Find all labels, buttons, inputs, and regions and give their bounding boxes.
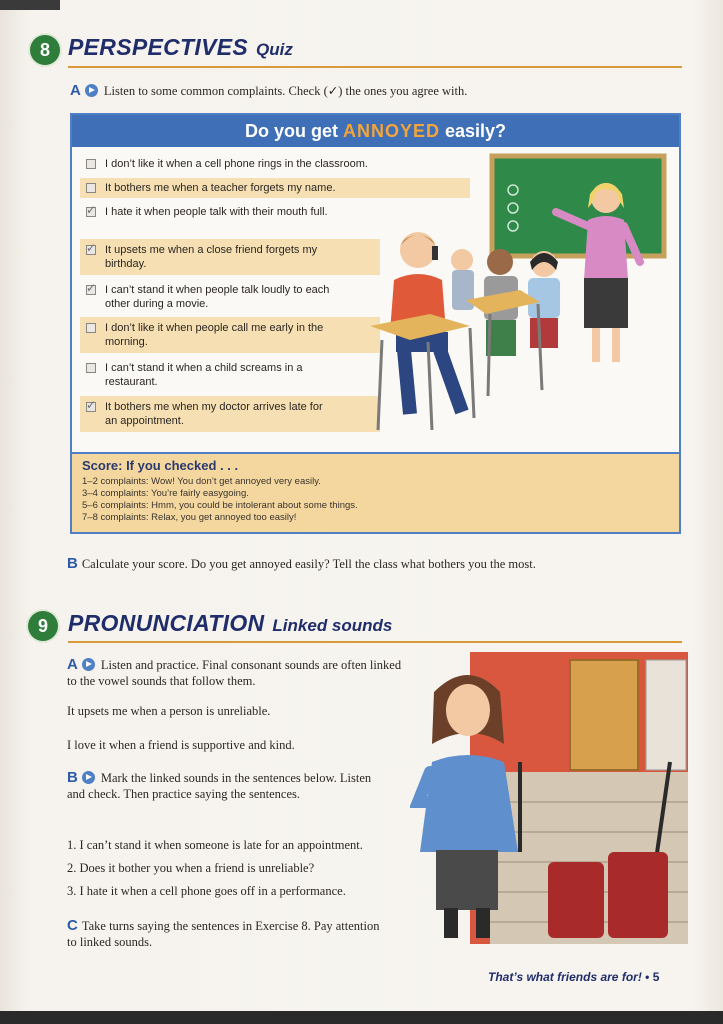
section-title-main: PERSPECTIVES (68, 34, 248, 60)
quiz-item (80, 361, 380, 389)
instruction-letter: A (70, 82, 81, 99)
checkbox[interactable] (86, 203, 97, 217)
quiz-item (80, 317, 380, 353)
classroom-illustration (370, 150, 670, 440)
scan-edge-top (0, 0, 60, 10)
quiz-item (80, 205, 330, 219)
instruction-8a (70, 83, 670, 99)
practice-sentence: 3. I hate it when a cell phone goes off in a performance. (67, 884, 346, 898)
quiz-item-text: I don’t like it when a cell phone rings in the classroom. (105, 158, 368, 170)
checkbox[interactable] (86, 323, 96, 333)
quiz-item-text: I don’t like it when people call me early in the morning. (105, 322, 324, 348)
instruction-letter: B (67, 769, 78, 786)
instruction-text: Listen and practice. Final consonant sounds are often linked to the vowel sounds that follow them. (67, 658, 402, 688)
quiz-item-text: I can’t stand it when a child screams in a restaurant. (105, 362, 303, 388)
checkbox[interactable] (86, 281, 97, 295)
quiz-item (80, 283, 380, 311)
instruction-text: Mark the linked sounds in the sentences below. Listen and check. Then practice saying the sentences. (67, 771, 372, 801)
quiz-item (80, 239, 380, 275)
instruction-letter: C (67, 917, 78, 934)
instruction-8b (67, 556, 537, 572)
door (570, 660, 638, 770)
section-rule (68, 641, 682, 643)
linked-example: I love it when a friend is supportive and kind. (67, 738, 295, 752)
quiz-item (80, 396, 380, 432)
score-row: 1–2 complaints: Wow! You don’t get annoyed very easily. (82, 476, 321, 487)
instruction-letter: B (67, 555, 78, 572)
score-box (70, 454, 681, 534)
score-row: 7–8 complaints: Relax, you get annoyed too easily! (82, 512, 297, 523)
check-mark-icon: ✓ (86, 241, 97, 255)
quiz-item-text: It bothers me when my doctor arrives late for an appointment. (105, 401, 323, 427)
practice-sentence: 1. I can’t stand it when someone is late for an appointment. (67, 838, 363, 852)
practice-sentence: 2. Does it bother you when a friend is unreliable? (67, 861, 315, 875)
quiz-item-text: It upsets me when a close friend forgets my birthday. (105, 244, 318, 270)
checkbox[interactable] (86, 398, 97, 412)
quiz-item-text: I can’t stand it when people talk loudly to each other during a movie. (105, 284, 330, 310)
section-title-main: PRONUNCIATION (68, 610, 265, 636)
quiz-title-highlight: ANNOYED (342, 121, 440, 141)
quiz-item-text: It bothers me when a teacher forgets my name. (105, 182, 336, 194)
instruction-9c (67, 918, 387, 950)
footer-text: That’s what friends are for! (488, 970, 642, 984)
section-8-title (68, 34, 293, 61)
scan-edge-bottom (0, 1011, 723, 1024)
page-number: • 5 (645, 970, 660, 984)
audio-icon[interactable] (82, 658, 95, 671)
score-row: 5–6 complaints: Hmm, you could be intolerant about some things. (82, 500, 358, 511)
section-rule (68, 66, 682, 68)
section-8-badge (30, 35, 60, 65)
score-row: 3–4 complaints: You’re fairly easygoing. (82, 488, 249, 499)
check-mark-icon: ✓ (86, 398, 97, 412)
waiting-woman-illustration (410, 652, 690, 944)
suitcase (608, 852, 668, 938)
audio-icon[interactable] (82, 771, 95, 784)
quiz-item-text: I hate it when people talk with their mouth full. (105, 206, 328, 218)
quiz-title-pre: Do you get (244, 121, 338, 141)
checkbox[interactable] (86, 363, 96, 373)
section-title-sub: Linked sounds (272, 616, 393, 635)
linked-example: It upsets me when a person is unreliable. (67, 704, 271, 718)
checkbox[interactable] (86, 159, 96, 169)
instruction-text: Take turns saying the sentences in Exercise 8. Pay attention to linked sounds. (67, 919, 380, 949)
instruction-text: Calculate your score. Do you get annoyed easily? Tell the class what bothers you the most. (81, 557, 536, 571)
checkbox[interactable] (86, 241, 97, 255)
instruction-9a (67, 657, 412, 689)
check-mark-icon: ✓ (86, 203, 97, 217)
instruction-text: Listen to some common complaints. Check (✓) the ones you agree with. (103, 84, 468, 98)
instruction-9b (67, 770, 377, 802)
section-number: 9 (37, 615, 48, 636)
instruction-letter: A (67, 656, 78, 673)
check-mark-icon: ✓ (86, 281, 97, 295)
audio-icon[interactable] (85, 84, 98, 97)
checkbox[interactable] (86, 183, 96, 193)
section-title-sub: Quiz (256, 40, 293, 59)
section-number: 8 (39, 39, 50, 60)
page-footer (488, 970, 659, 984)
suitcase (548, 862, 604, 938)
section-9-title (68, 610, 392, 637)
quiz-title (72, 115, 679, 147)
section-9-badge (28, 611, 58, 641)
score-title: Score: If you checked . . . (82, 458, 239, 473)
quiz-title-post: easily? (445, 121, 507, 141)
